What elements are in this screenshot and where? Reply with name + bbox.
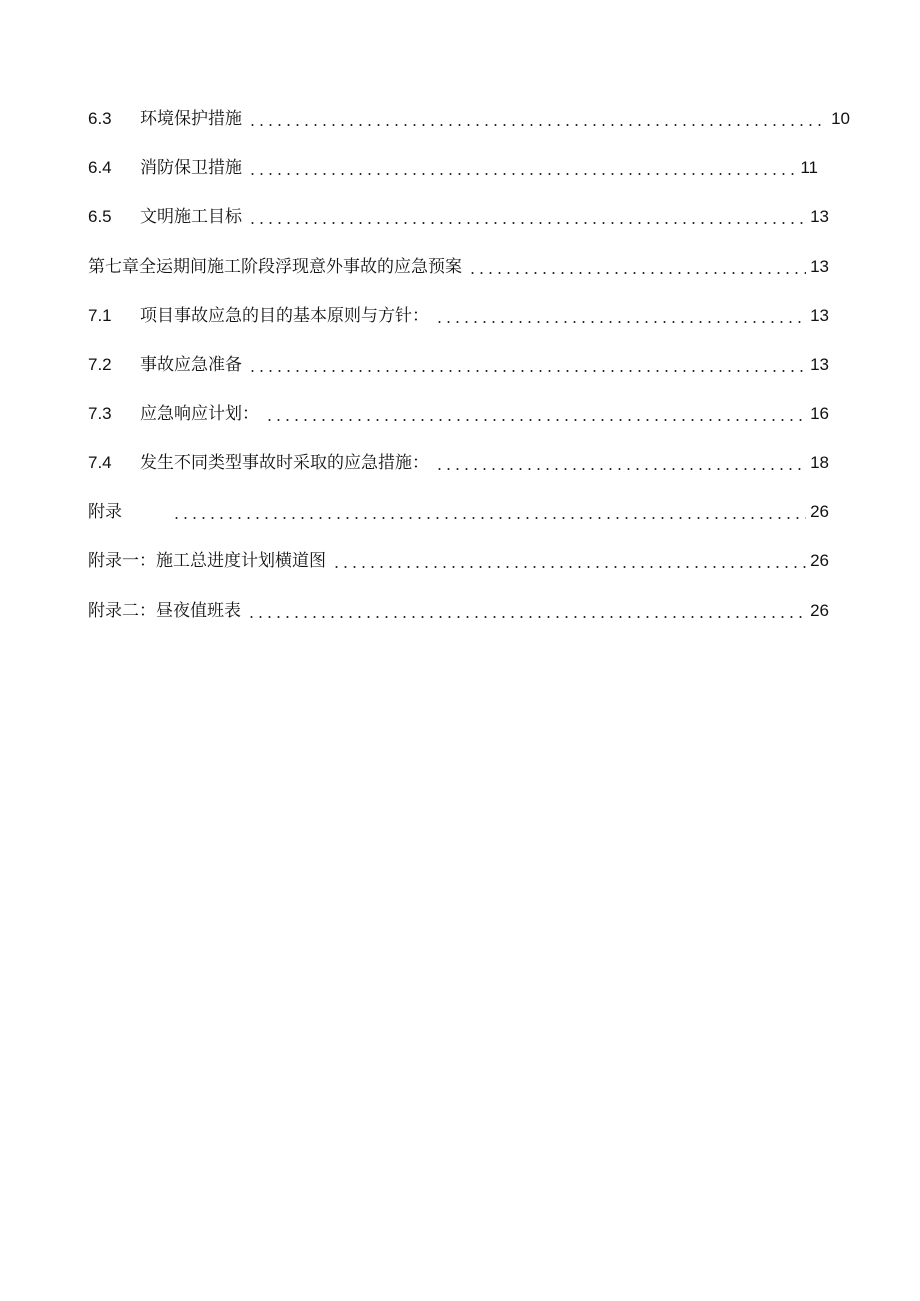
toc-entry-7-2[interactable] — [88, 350, 829, 376]
toc-entry-page: 26 — [810, 601, 829, 620]
toc-entry-appendix[interactable] — [88, 497, 829, 523]
toc-entry-title: 附录 — [88, 502, 122, 522]
toc-entry-number: 6.3 — [88, 109, 112, 128]
toc-entry-7-3[interactable] — [88, 399, 829, 425]
toc-entry-page: 13 — [810, 257, 829, 276]
toc-entry-7-4[interactable] — [88, 448, 829, 474]
toc-entry-number: 7.1 — [88, 306, 112, 325]
toc-entry-number: 7.2 — [88, 355, 112, 374]
toc-entry-number: 6.5 — [88, 207, 112, 226]
dot-leader — [248, 222, 806, 224]
toc-entry-6-4[interactable] — [88, 153, 818, 179]
toc-entry-number: 6.4 — [88, 158, 112, 177]
dot-leader — [468, 272, 806, 274]
dot-leader — [248, 173, 796, 175]
dot-leader — [265, 419, 806, 421]
toc-entry-7-1[interactable] — [88, 301, 829, 327]
toc-entry-title: 事故应急准备 — [140, 355, 242, 375]
toc-entry-title: 环境保护措施 — [140, 109, 242, 129]
toc-entry-number: 7.4 — [88, 453, 112, 472]
toc-entry-title: 消防保卫措施 — [140, 158, 242, 178]
toc-entry-chapter-7[interactable] — [88, 252, 829, 278]
dot-leader — [435, 468, 806, 470]
toc-entry-title: 发生不同类型事故时采取的应急措施： — [140, 453, 429, 473]
toc-entry-page: 10 — [831, 109, 850, 128]
dot-leader — [248, 370, 806, 372]
toc-entry-page: 26 — [810, 551, 829, 570]
toc-entry-6-3[interactable] — [88, 104, 850, 130]
toc-entry-page: 13 — [810, 355, 829, 374]
toc-entry-title: 附录一：施工总进度计划横道图 — [88, 551, 326, 571]
toc-entry-6-5[interactable] — [88, 202, 829, 228]
toc-entry-page: 18 — [810, 453, 829, 472]
toc-entry-title: 应急响应计划： — [140, 404, 259, 424]
dot-leader — [332, 566, 806, 568]
toc-entry-page: 13 — [810, 306, 829, 325]
toc-entry-title: 文明施工目标 — [140, 207, 242, 227]
dot-leader — [172, 517, 806, 519]
dot-leader — [248, 124, 827, 126]
toc-entry-title: 附录二：昼夜值班表 — [88, 601, 241, 621]
toc-entry-appendix-1[interactable] — [88, 546, 829, 572]
toc-entry-page: 13 — [810, 207, 829, 226]
toc-entry-page: 16 — [810, 404, 829, 423]
toc-entry-number: 7.3 — [88, 404, 112, 423]
toc-entry-page: 26 — [810, 502, 829, 521]
toc-entry-title: 第七章全运期间施工阶段浮现意外事故的应急预案 — [88, 257, 462, 277]
dot-leader — [247, 616, 806, 618]
toc-entry-page: 11 — [800, 158, 818, 177]
dot-leader — [435, 321, 806, 323]
toc-entry-appendix-2[interactable] — [88, 596, 829, 622]
toc-entry-title: 项目事故应急的目的基本原则与方针： — [140, 306, 429, 326]
